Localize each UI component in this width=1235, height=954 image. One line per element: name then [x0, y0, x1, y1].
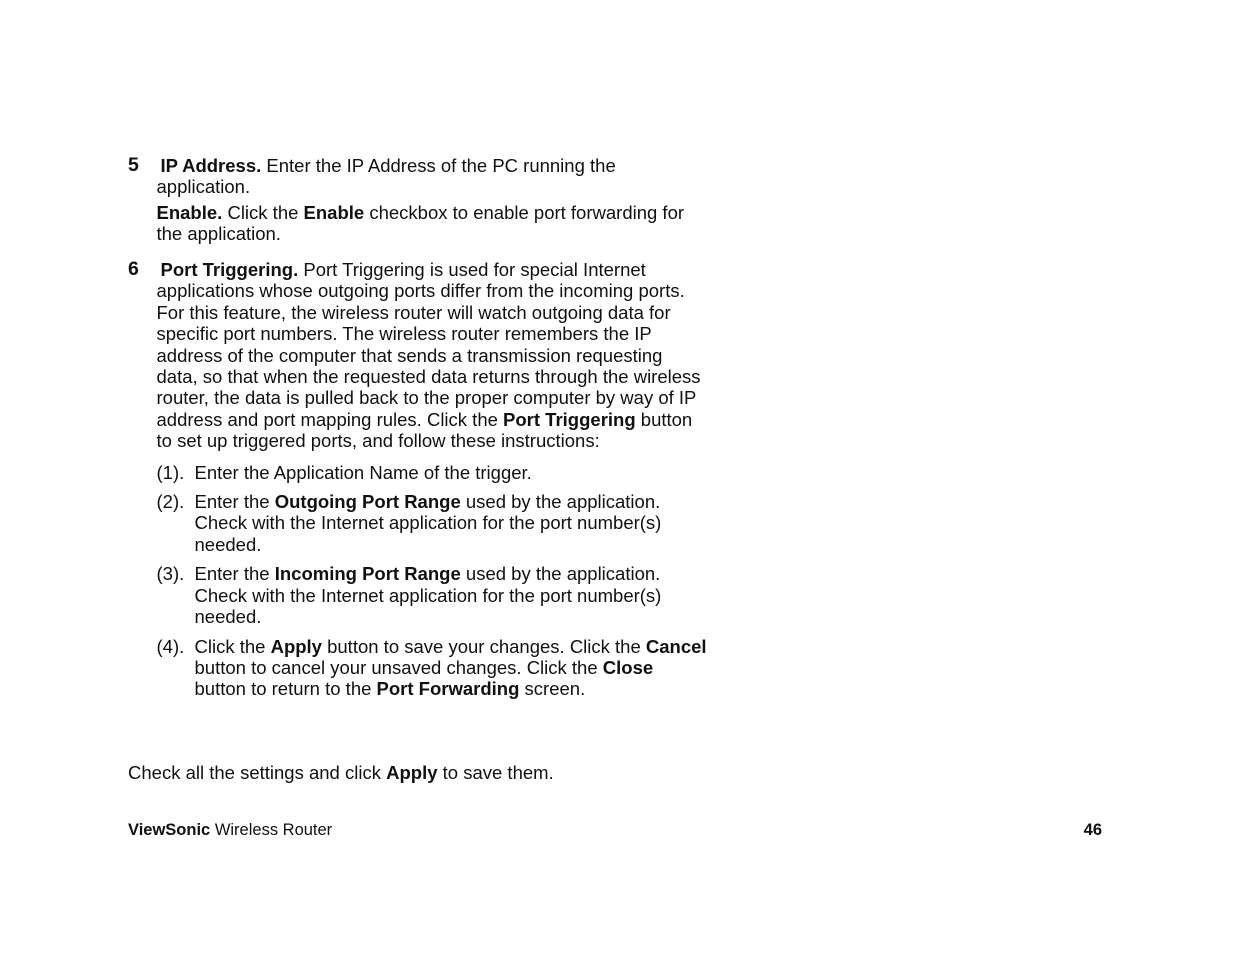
substep-text — [195, 462, 532, 483]
substep-plain-text: screen. — [519, 678, 586, 700]
substep-bold-text: Apply — [270, 635, 322, 657]
step-text-after: button to set up triggered ports, and follow these instructions: — [156, 408, 693, 452]
step-text: Enter the IP Address of the PC running the application. — [156, 155, 616, 198]
substep-number: (4). — [156, 635, 185, 657]
substep-text — [195, 491, 662, 555]
step-6 — [128, 259, 708, 708]
closing-text-before: Check all the settings and click — [128, 762, 387, 783]
brand-name: ViewSonic — [128, 821, 211, 839]
substep-number: (3). — [156, 563, 185, 585]
substep-bold-text: Incoming Port Range — [274, 563, 461, 585]
substep-number: (2). — [156, 491, 185, 513]
substep-plain-text: Enter the — [194, 491, 275, 513]
page-number: 46 — [1083, 821, 1102, 839]
substep-list — [157, 462, 709, 700]
substep-plain-text: button to save your changes. Click the — [321, 635, 646, 657]
enable-paragraph — [157, 202, 709, 245]
substep-plain-text: Click the — [194, 635, 271, 657]
substep-text — [195, 563, 662, 627]
substep-text — [195, 636, 707, 700]
step-lead-paragraph — [157, 155, 709, 198]
substep-item — [157, 491, 709, 555]
substep-plain-text: button to cancel your unsaved changes. Click the — [194, 656, 603, 678]
step-5 — [128, 155, 708, 245]
closing-text-after: to save them. — [437, 762, 554, 783]
enable-text-before: Click the — [222, 201, 304, 223]
enable-title: Enable. — [156, 201, 223, 223]
substep-bold-text: Cancel — [645, 635, 707, 657]
substep-item — [157, 563, 709, 627]
substep-bold-text: Port Forwarding — [376, 678, 520, 700]
substep-bold-text: Close — [602, 656, 654, 678]
step-title: Port Triggering. — [160, 259, 299, 280]
step-lead-paragraph — [157, 259, 709, 452]
enable-bold: Enable — [303, 201, 365, 223]
step-body — [157, 155, 709, 245]
step-title: IP Address. — [160, 155, 262, 176]
port-triggering-bold: Port Triggering — [503, 408, 636, 430]
step-text-before: Port Triggering is used for special Internet applications whose outgoing ports differ from the incoming ports. For this feature, the wireless router will watch outgoing data for specific port numbers. The wireless router remembers the IP address of the computer that sends a transmission requesting data, so that when the requested data returns through the wireless router, the data is pulled back to the proper computer by way of IP address and port mapping rules. Click the — [156, 259, 701, 430]
closing-apply-bold: Apply — [386, 762, 438, 783]
page-footer — [128, 820, 1102, 840]
step-number: 6 — [128, 258, 139, 280]
closing-paragraph — [128, 762, 554, 783]
substep-item — [157, 636, 709, 700]
step-number: 5 — [128, 154, 139, 176]
enable-text-after: checkbox to enable port forwarding for the application. — [156, 201, 685, 245]
substep-item — [157, 462, 709, 483]
step-body — [157, 259, 709, 700]
substep-plain-text: used by the application. Check with the Internet application for the port number(s) needed. — [194, 563, 662, 628]
substep-plain-text: button to return to the — [194, 678, 377, 700]
substep-plain-text: used by the application. Check with the Internet application for the port number(s) needed. — [194, 491, 662, 555]
substep-bold-text: Outgoing Port Range — [274, 491, 461, 513]
substep-plain-text: Enter the Application Name of the trigger. — [194, 461, 532, 483]
product-name: Wireless Router — [210, 821, 333, 839]
substep-number: (1). — [156, 461, 185, 483]
substep-plain-text: Enter the — [194, 563, 275, 585]
